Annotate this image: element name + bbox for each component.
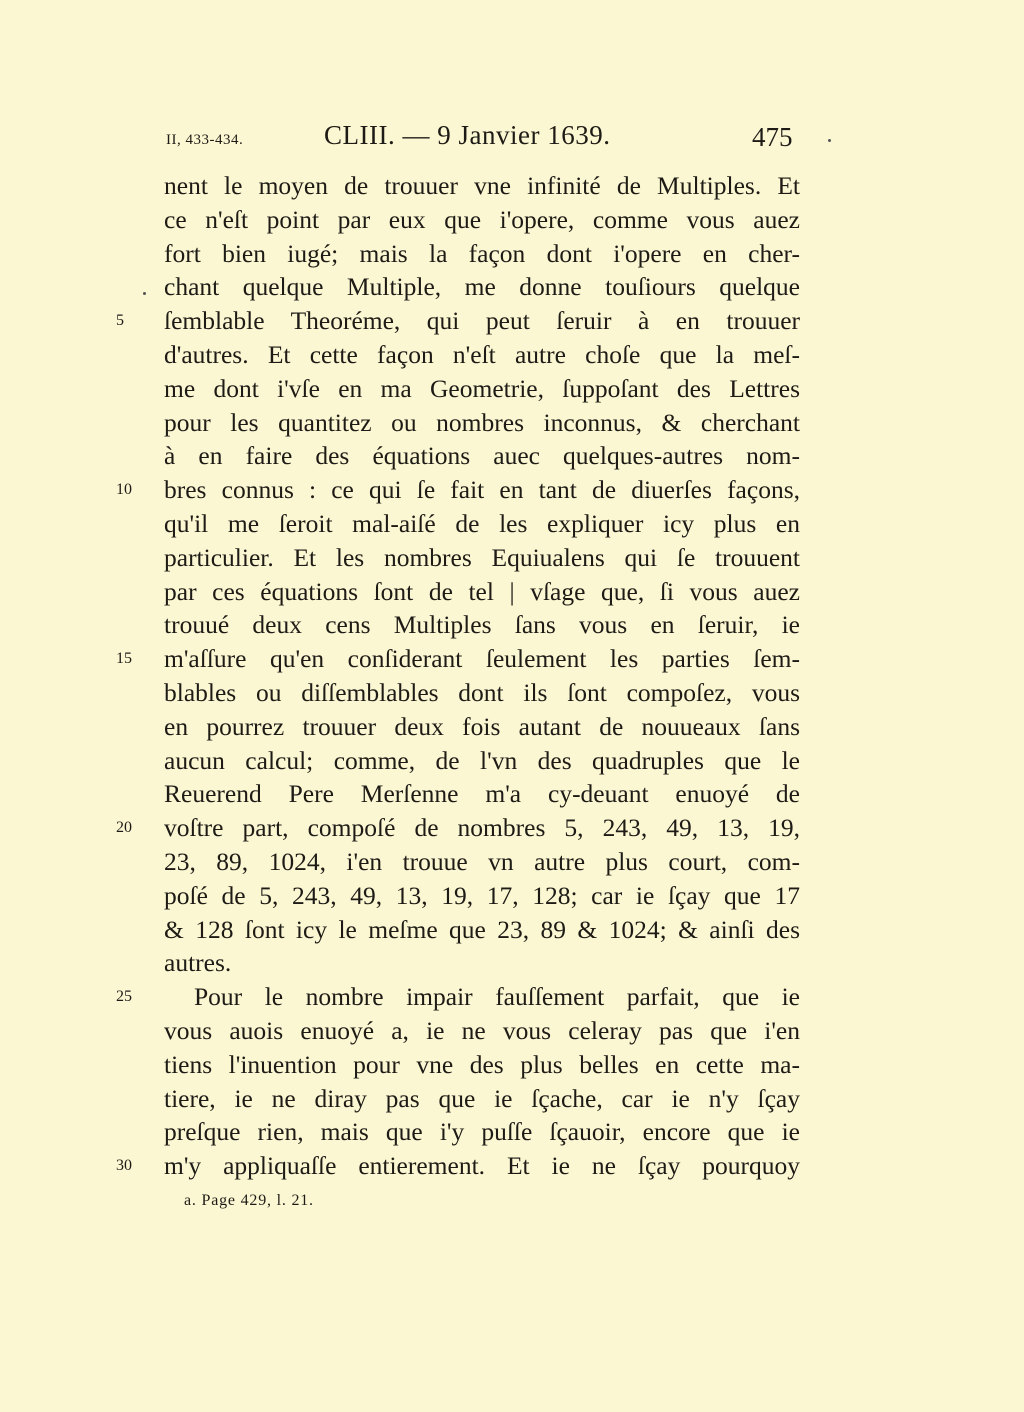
- text-line: ce n'eſt point par eux que i'opere, comme vous auez: [164, 204, 800, 234]
- text-line: à en faire des équations auec quelques-autres nom-: [164, 441, 800, 471]
- text-line: aucun calcul; comme, de l'vn des quadruples que le: [164, 745, 800, 775]
- text-line: Pour le nombre impair fauſſement parfait, que ie: [194, 982, 800, 1012]
- line-number: 10: [116, 481, 132, 498]
- header-title: CLIII. — 9 Janvier 1639.: [324, 120, 611, 150]
- running-header: [0, 118, 1024, 162]
- line-number: 20: [116, 819, 132, 836]
- footnote: a. Page 429, l. 21.: [184, 1192, 314, 1209]
- text-line: Reuerend Pere Merſenne m'a cy-deuant enuoyé de: [164, 779, 800, 809]
- text-line: qu'il me ſeroit mal-aiſé de les expliquer icy plus en: [164, 508, 800, 538]
- text-line: particulier. Et les nombres Equiualens qui ſe trouuent: [164, 542, 800, 572]
- text-line: bres connus : ce qui ſe fait en tant de diuerſes façons,: [164, 475, 800, 505]
- print-speck: [828, 139, 831, 142]
- text-line: preſque rien, mais que i'y puſſe ſçauoir, encore que ie: [164, 1117, 800, 1147]
- line-number: 25: [116, 988, 132, 1005]
- line-number: 30: [116, 1157, 132, 1174]
- text-line: autres.: [164, 948, 232, 978]
- text-line: m'aſſure qu'en conſiderant ſeulement les parties ſem-: [164, 644, 800, 674]
- text-line: & 128 ſont icy le meſme que 23, 89 & 1024; & ainſi des: [164, 914, 800, 944]
- text-line: me dont i'vſe en ma Geometrie, ſuppoſant des Lettres: [164, 373, 800, 403]
- line-number: 15: [116, 650, 132, 667]
- text-line: pour les quantitez ou nombres inconnus, & cherchant: [164, 407, 800, 437]
- text-line: fort bien iugé; mais la façon dont i'opere en cher-: [164, 238, 800, 268]
- text-line: tiere, ie ne diray pas que ie ſçache, car ie n'y ſçay: [164, 1083, 800, 1113]
- main-text: [164, 169, 800, 1183]
- text-line: par ces équations ſont de tel | vſage que, ſi vous auez: [164, 576, 800, 606]
- text-line: chant quelque Multiple, me donne touſiours quelque: [164, 272, 800, 302]
- print-speck: [143, 292, 146, 295]
- text-line: blables ou diſſemblables dont ils ſont compoſez, vous: [164, 677, 800, 707]
- header-reference: II, 433-434.: [166, 132, 244, 148]
- text-line: m'y appliquaſſe entierement. Et ie ne ſçay pourquoy: [164, 1151, 800, 1181]
- text-line: voſtre part, compoſé de nombres 5, 243, 49, 13, 19,: [164, 813, 800, 843]
- text-line: tiens l'inuention pour vne des plus belles en cette ma-: [164, 1049, 800, 1079]
- page-number: 475: [752, 122, 793, 152]
- text-line: poſé de 5, 243, 49, 13, 19, 17, 128; car ie ſçay que 17: [164, 880, 800, 910]
- text-line: d'autres. Et cette façon n'eſt autre choſe que la meſ-: [164, 339, 800, 369]
- text-line: nent le moyen de trouuer vne infinité de Multiples. Et: [164, 171, 800, 200]
- line-number: 5: [116, 312, 124, 329]
- text-line: en pourrez trouuer deux fois autant de nouueaux ſans: [164, 711, 800, 741]
- text-line: vous auois enuoyé a, ie ne vous celeray pas que i'en: [164, 1015, 800, 1045]
- text-line: ſemblable Theoréme, qui peut ſeruir à en trouuer: [164, 306, 800, 336]
- text-line: trouué deux cens Multiples ſans vous en ſeruir, ie: [164, 610, 800, 640]
- text-line: 23, 89, 1024, i'en trouue vn autre plus court, com-: [164, 846, 800, 876]
